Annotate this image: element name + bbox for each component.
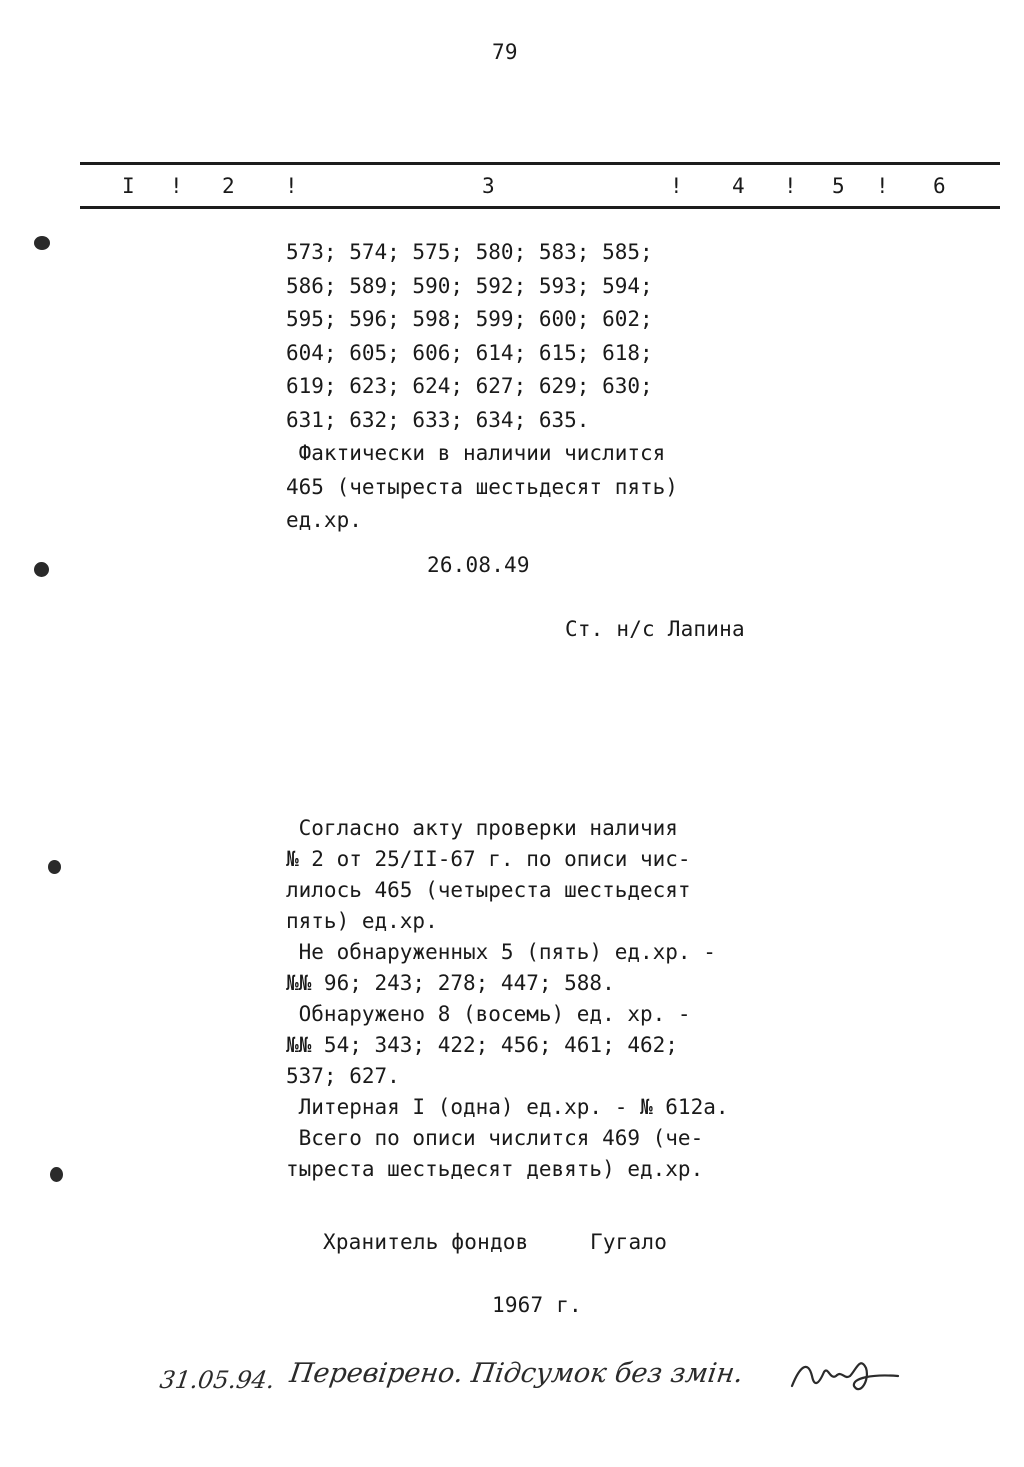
year-1967: 1967 г. bbox=[492, 1293, 582, 1317]
date-1949: 26.08.49 bbox=[427, 553, 530, 577]
table-header-rule bbox=[80, 206, 1000, 209]
column-5-label: 5 bbox=[832, 174, 845, 198]
inventory-line: ед.хр. bbox=[286, 508, 362, 532]
act-line: пять) ед.хр. bbox=[286, 909, 438, 933]
act-line: тыреста шестьдесят девять) ед.хр. bbox=[286, 1157, 704, 1181]
act-line: №№ 54; 343; 422; 456; 461; 462; bbox=[286, 1033, 678, 1057]
act-line: № 2 от 25/II-67 г. по описи чис- bbox=[286, 847, 691, 871]
act-line: 537; 627. bbox=[286, 1064, 400, 1088]
inventory-line: 631; 632; 633; 634; 635. bbox=[286, 407, 590, 432]
keeper-title: Хранитель фондов bbox=[323, 1230, 529, 1254]
column-6-label: 6 bbox=[933, 174, 946, 198]
column-4-label: 4 bbox=[732, 174, 745, 198]
act-line: Не обнаруженных 5 (пять) ед.хр. - bbox=[286, 940, 716, 964]
margin-punch-mark bbox=[34, 562, 49, 577]
act-line: лилось 465 (четыреста шестьдесят bbox=[286, 878, 691, 902]
column-separator: ! bbox=[876, 174, 889, 198]
column-separator: ! bbox=[670, 174, 683, 198]
act-line: Всего по описи числится 469 (че- bbox=[286, 1126, 704, 1150]
inventory-line: 573; 574; 575; 580; 583; 585; bbox=[286, 240, 653, 264]
margin-punch-mark bbox=[50, 1167, 63, 1182]
handwritten-date: 31.05.94. bbox=[158, 1366, 277, 1394]
act-line: Обнаружено 8 (восемь) ед. хр. - bbox=[286, 1002, 691, 1026]
handwritten-signature bbox=[786, 1346, 906, 1402]
inventory-line: 595; 596; 598; 599; 600; 602; bbox=[286, 307, 653, 331]
inventory-line: 586; 589; 590; 592; 593; 594; bbox=[286, 273, 653, 298]
column-2-label: 2 bbox=[222, 174, 235, 198]
verification-act bbox=[286, 813, 729, 1185]
handwritten-note: Перевірено. Підсумок без змін. bbox=[287, 1358, 746, 1389]
table-header-row bbox=[80, 170, 1000, 204]
inventory-line: 465 (четыреста шестьдесят пять) bbox=[286, 474, 678, 499]
keeper-name: Гугало bbox=[590, 1230, 668, 1254]
inventory-line: 604; 605; 606; 614; 615; 618; bbox=[286, 340, 653, 365]
table-top-rule bbox=[80, 162, 1000, 165]
act-line: Литерная I (одна) ед.хр. - № 612а. bbox=[286, 1095, 729, 1119]
column-3-label: 3 bbox=[482, 174, 495, 198]
inventory-list bbox=[286, 236, 678, 538]
page-number: 79 bbox=[492, 40, 518, 64]
inventory-line: Фактически в наличии числится bbox=[286, 441, 666, 465]
act-line: Согласно акту проверки наличия bbox=[286, 816, 678, 840]
act-line: №№ 96; 243; 278; 447; 588. bbox=[286, 971, 615, 995]
column-separator: ! bbox=[285, 174, 298, 198]
signature-1949: Ст. н/с Лапина bbox=[565, 617, 745, 641]
margin-punch-mark bbox=[34, 236, 50, 250]
inventory-line: 619; 623; 624; 627; 629; 630; bbox=[286, 374, 653, 398]
column-separator: ! bbox=[170, 174, 183, 198]
margin-punch-mark bbox=[48, 860, 61, 874]
column-1-label: I bbox=[122, 174, 135, 198]
column-separator: ! bbox=[784, 174, 797, 198]
